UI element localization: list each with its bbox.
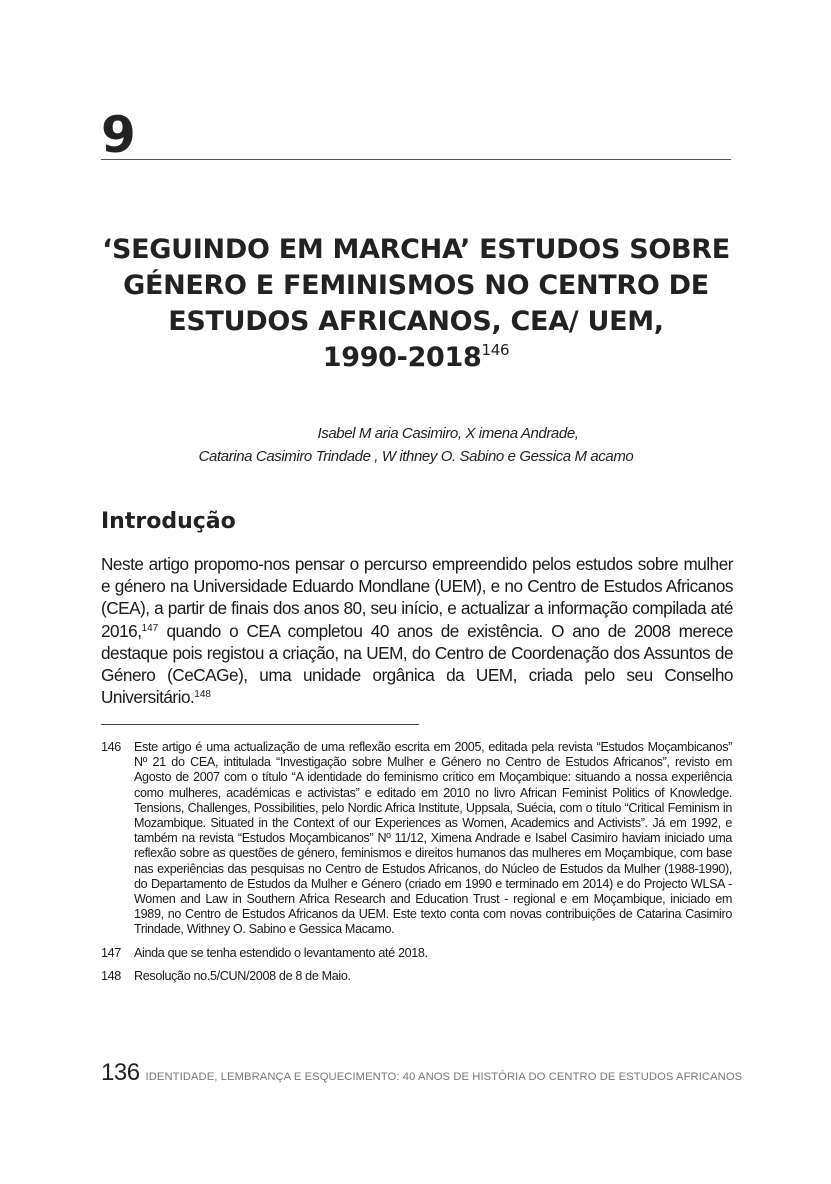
footnotes <box>101 740 732 992</box>
footnote-text: Resolução no.5/CUN/2008 de 8 de Maio. <box>134 968 351 983</box>
footnote <box>101 740 732 938</box>
footnote-number: 146 <box>101 740 121 754</box>
footnote-ref-147[interactable]: 147 <box>141 622 159 634</box>
running-title: IDENTIDADE, LEMBRANÇA E ESQUECIMENTO: 40 ANOS DE HISTÓRIA DO CENTRO DE ESTUDOS AFRICANOS <box>145 1071 743 1083</box>
body-paragraph <box>101 553 733 708</box>
authors-line: Catarina Casimiro Trindade , W ithney O. Sabino e Gessica M acamo <box>198 448 634 465</box>
footnote-text: Ainda que se tenha estendido o levantamento até 2018. <box>134 945 428 960</box>
chapter-title-line: GÉNERO E FEMINISMOS NO CENTRO DE <box>123 270 709 301</box>
page-number: 136 <box>101 1059 140 1086</box>
chapter-title-line <box>101 340 731 376</box>
footnote-number: 148 <box>101 968 121 983</box>
chapter-title-line: ‘SEGUINDO EM MARCHA’ ESTUDOS SOBRE <box>102 234 730 265</box>
chapter-title-years: 1990-2018 <box>322 342 482 373</box>
footnote-text: Este artigo é uma actualização de uma reflexão escrita em 2005, editada pela revista “Estudos Moçambicanos” Nº 21 do CEA, intitulada “Investigação sobre Mulher e Género no Centro de Estudos Africanos”, revisto em Agosto de 2007 com o título “A identidade do feminismo crítico em Moçambique: situando a nossa experiência como mulheres, académicas e activistas” e editado em 2010 no livro African Feminist Politics of Knowledge. Tensions, Challenges, Possibilities, pelo Nordic Africa Institute, Uppsala, Suécia, com o título “Critical Feminism in Mozambique. Situated in the Context of our Experiences as Women, Academics and Activists”. Já em 1992, e também na revista “Estudos Moçambicanos” Nº 11/12, Ximena Andrade e Isabel Casimiro haviam iniciado uma reflexão sobre as questões de género, feminismos e direitos humanos das mulheres em Moçambique, com base nas experiências das pesquisas no Centro de Estudos Africanos, do Núcleo de Estudos da Mulher (1988-1990), do Departamento de Estudos da Mulher e Género (criado em 1990 e terminado em 2014) e do Projecto WLSA - Women and Law in Southern Africa Research and Education Trust - regional e em Moçambique, iniciado em 1989, no Centro de Estudos Africanos da UEM. Este texto conta com novas contribuições de Catarina Casimiro Trindade, Withney O. Sabino e Gessica Macamo. <box>134 740 732 937</box>
body-text-part: quando o CEA completou 40 anos de existência. O ano de 2008 merece destaque pois registou a criação, na UEM, do Centro de Coordenação dos Assuntos de Género (CeCAGe), uma unidade orgânica da UEM, criada pelo seu Conselho Universitário. <box>101 620 733 708</box>
footnote-ref-148[interactable]: 148 <box>194 689 211 701</box>
footnote-divider <box>101 724 419 725</box>
chapter-title <box>101 232 731 376</box>
chapter-divider <box>101 159 731 160</box>
section-heading: Introdução <box>101 509 236 534</box>
body-text-part: Neste artigo propomo-nos pensar o percurso empreendido pelos estudos sobre mulher e género na Universidade Eduardo Mondlane (UEM), e no Centro de Estudos Africanos (CEA), a partir de finais dos anos 80, seu início, e actualizar a informação compilada até 2016, <box>101 554 733 641</box>
authors-block <box>101 422 731 468</box>
chapter-number: 9 <box>101 106 136 164</box>
footnote-number: 147 <box>101 945 121 960</box>
footnote <box>101 946 732 961</box>
page-footer <box>101 1059 743 1087</box>
footnote-ref-146[interactable]: 146 <box>481 341 510 359</box>
authors-line: Isabel M aria Casimiro, X imena Andrade, <box>317 425 579 442</box>
chapter-title-line: ESTUDOS AFRICANOS, CEA/ UEM, <box>168 306 664 337</box>
footnote <box>101 969 732 984</box>
